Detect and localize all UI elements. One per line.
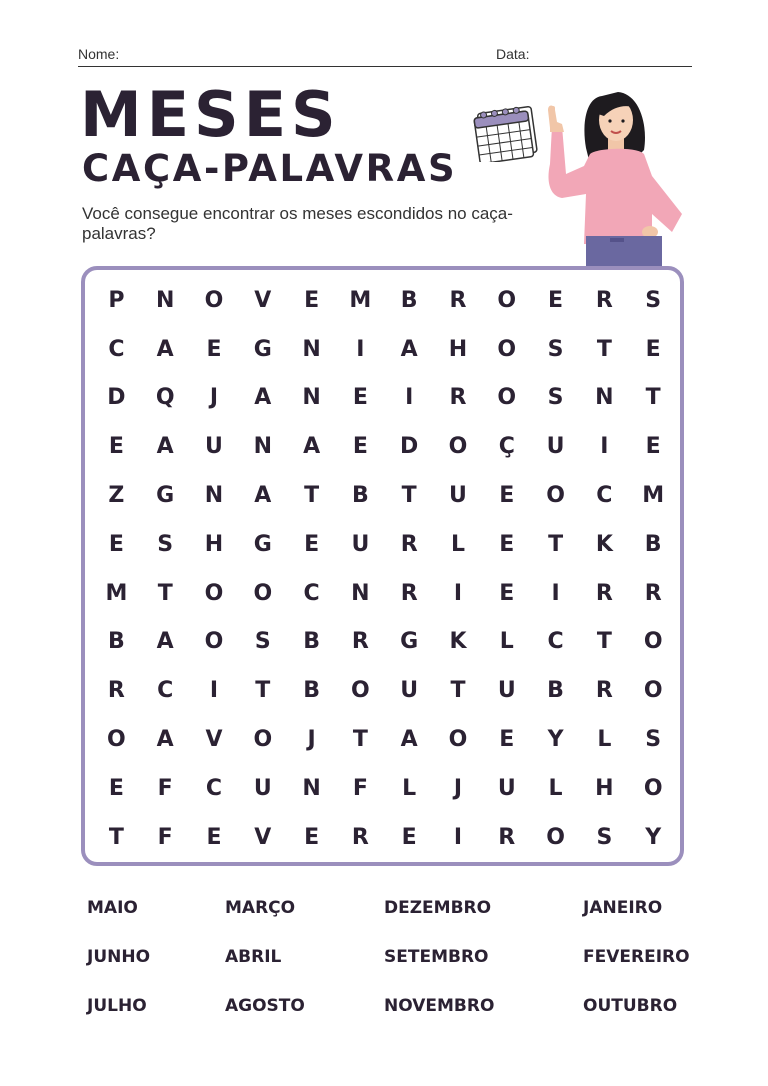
grid-letter[interactable]: E	[304, 287, 320, 313]
grid-letter[interactable]: Y	[645, 824, 662, 850]
grid-letter[interactable]: B	[303, 629, 320, 655]
grid-letter[interactable]: S	[157, 531, 174, 557]
grid-letter[interactable]: M	[349, 287, 372, 313]
grid-letter[interactable]: S	[547, 336, 564, 362]
word-search-grid	[92, 276, 678, 862]
grid-letter[interactable]: R	[644, 580, 662, 606]
grid-letter[interactable]: O	[497, 287, 517, 313]
word-list	[0, 898, 768, 1048]
word-list-item: ABRIL	[225, 947, 282, 967]
grid-letter[interactable]: B	[351, 483, 369, 509]
grid-letter[interactable]: V	[254, 824, 272, 850]
woman-illustration	[540, 86, 690, 266]
grid-letter[interactable]: C	[108, 336, 125, 362]
word-list-item: FEVEREIRO	[583, 947, 690, 967]
grid-letter[interactable]: J	[453, 775, 463, 801]
grid-letter[interactable]: L	[402, 775, 417, 801]
word-list-item: JANEIRO	[583, 898, 663, 918]
grid-letter[interactable]: O	[204, 629, 224, 655]
grid-letter[interactable]: E	[401, 824, 417, 850]
grid-letter[interactable]: G	[253, 336, 272, 362]
grid-letter[interactable]: L	[548, 775, 563, 801]
grid-letter[interactable]: A	[254, 385, 272, 411]
grid-letter[interactable]: T	[352, 727, 368, 753]
grid-letter[interactable]: T	[401, 483, 417, 509]
grid-letter[interactable]: R	[595, 287, 613, 313]
grid-letter[interactable]: B	[644, 531, 662, 557]
grid-letter[interactable]: R	[498, 824, 516, 850]
grid-letter[interactable]: T	[304, 483, 320, 509]
grid-letter[interactable]: H	[595, 775, 614, 801]
grid-letter[interactable]: C	[205, 775, 223, 801]
grid-letter[interactable]: A	[156, 727, 174, 753]
grid-letter[interactable]: U	[253, 775, 272, 801]
grid-letter[interactable]: O	[107, 727, 126, 753]
word-list-item: AGOSTO	[225, 996, 305, 1016]
grid-letter[interactable]: U	[497, 678, 516, 704]
grid-letter[interactable]: N	[204, 483, 224, 509]
grid-letter[interactable]: N	[595, 385, 614, 411]
grid-letter[interactable]: J	[307, 727, 316, 753]
word-list-item: JULHO	[87, 996, 147, 1016]
grid-letter[interactable]: O	[448, 434, 468, 460]
grid-letter[interactable]: G	[400, 629, 419, 655]
word-list-item: MAIO	[87, 898, 138, 918]
grid-letter[interactable]: C	[157, 678, 174, 704]
page-subtitle-title: CAÇA-PALAVRAS	[82, 147, 458, 190]
grid-letter[interactable]: I	[209, 678, 219, 704]
grid-letter[interactable]: E	[499, 727, 515, 753]
grid-letter[interactable]: A	[303, 434, 321, 460]
grid-letter[interactable]: G	[253, 531, 272, 557]
grid-letter[interactable]: K	[449, 629, 467, 655]
grid-letter[interactable]: L	[499, 629, 514, 655]
grid-letter[interactable]: I	[600, 434, 609, 460]
grid-letter[interactable]: E	[304, 824, 320, 850]
grid-letter[interactable]: O	[546, 483, 565, 509]
grid-letter[interactable]: Z	[108, 483, 125, 509]
grid-letter[interactable]: U	[351, 531, 370, 557]
grid-letter[interactable]: R	[400, 580, 418, 606]
grid-letter[interactable]: T	[645, 385, 661, 411]
grid-letter[interactable]: S	[547, 385, 564, 411]
word-list-item: NOVEMBRO	[384, 996, 495, 1016]
grid-letter[interactable]: C	[547, 629, 564, 655]
grid-letter[interactable]: F	[157, 824, 173, 850]
grid-letter[interactable]: I	[405, 385, 414, 411]
grid-letter[interactable]: A	[156, 434, 174, 460]
grid-letter[interactable]: G	[156, 483, 175, 509]
grid-letter[interactable]: O	[253, 727, 273, 753]
grid-letter[interactable]: E	[352, 434, 368, 460]
grid-letter[interactable]: M	[642, 483, 665, 509]
grid-letter[interactable]: E	[108, 434, 124, 460]
grid-letter[interactable]: F	[352, 775, 368, 801]
grid-letter[interactable]: V	[254, 287, 272, 313]
grid-letter[interactable]: K	[595, 531, 613, 557]
grid-letter[interactable]: L	[450, 531, 465, 557]
grid-letter[interactable]: M	[105, 580, 128, 606]
grid-letter[interactable]: L	[597, 727, 612, 753]
grid-letter[interactable]: R	[351, 629, 369, 655]
grid-letter[interactable]: D	[107, 385, 126, 411]
grid-letter[interactable]: N	[351, 580, 370, 606]
grid-letter[interactable]: R	[107, 678, 125, 704]
grid-letter[interactable]: U	[497, 775, 516, 801]
grid-letter[interactable]: O	[643, 678, 663, 704]
grid-letter[interactable]: R	[449, 385, 467, 411]
grid-letter[interactable]: R	[400, 531, 418, 557]
instructions-text: Você consegue encontrar os meses escondidos no caça-palavras?	[82, 204, 513, 243]
page-title: MESES	[80, 78, 341, 151]
grid-letter[interactable]: E	[206, 336, 222, 362]
grid-letter[interactable]: J	[209, 385, 219, 411]
grid-letter[interactable]: T	[596, 336, 612, 362]
grid-letter[interactable]: I	[453, 580, 463, 606]
grid-letter[interactable]: U	[546, 434, 565, 460]
grid-letter[interactable]: N	[253, 434, 272, 460]
word-list-item: JUNHO	[87, 947, 151, 967]
grid-letter[interactable]: Q	[155, 385, 175, 411]
grid-letter[interactable]: O	[497, 336, 517, 362]
grid-letter[interactable]: R	[449, 287, 467, 313]
calendar-icon	[470, 100, 542, 162]
grid-letter[interactable]: R	[595, 580, 613, 606]
grid-letter[interactable]: E	[645, 336, 661, 362]
grid-letter[interactable]: U	[400, 678, 419, 704]
grid-letter[interactable]: E	[499, 531, 515, 557]
grid-letter[interactable]: S	[596, 824, 613, 850]
grid-letter[interactable]: S	[254, 629, 271, 655]
grid-letter[interactable]: Ç	[498, 434, 515, 460]
word-list-item: OUTUBRO	[583, 996, 678, 1016]
grid-letter[interactable]: V	[205, 727, 223, 753]
grid-letter[interactable]: R	[351, 824, 369, 850]
grid-letter[interactable]: S	[645, 727, 662, 753]
grid-letter[interactable]: R	[595, 678, 613, 704]
grid-letter[interactable]: B	[108, 629, 125, 655]
grid-letter[interactable]: E	[108, 775, 124, 801]
header-line	[78, 66, 692, 67]
grid-letter[interactable]: A	[156, 629, 174, 655]
grid-letter[interactable]: O	[204, 580, 224, 606]
grid-letter[interactable]: E	[645, 434, 661, 460]
grid-letter[interactable]: A	[400, 727, 418, 753]
date-label: Data:	[496, 46, 530, 62]
grid-letter[interactable]: I	[453, 824, 463, 850]
grid-letter[interactable]: H	[448, 336, 468, 362]
grid-letter[interactable]: E	[108, 531, 124, 557]
grid-letter[interactable]: T	[596, 629, 612, 655]
grid-letter[interactable]: C	[303, 580, 320, 606]
grid-letter[interactable]: U	[205, 434, 223, 460]
grid-letter[interactable]: E	[548, 287, 564, 313]
grid-letter[interactable]: B	[547, 678, 564, 704]
grid-letter[interactable]: E	[304, 531, 320, 557]
grid-letter[interactable]: N	[155, 287, 175, 313]
grid-letter[interactable]: T	[450, 678, 466, 704]
grid-letter[interactable]: Y	[547, 727, 564, 753]
grid-letter[interactable]: U	[449, 483, 467, 509]
grid-letter[interactable]: B	[303, 678, 320, 704]
grid-letter[interactable]: I	[551, 580, 560, 606]
grid-letter[interactable]: I	[356, 336, 365, 362]
grid-letter[interactable]: P	[108, 287, 125, 313]
grid-letter[interactable]: T	[548, 531, 564, 557]
grid-letter[interactable]: O	[546, 824, 565, 850]
grid-letter[interactable]: A	[254, 483, 272, 509]
grid-letter[interactable]: O	[351, 678, 370, 704]
grid-letter[interactable]: T	[255, 678, 271, 704]
grid-letter[interactable]: N	[302, 385, 321, 411]
grid-letter[interactable]: B	[400, 287, 418, 313]
grid-letter[interactable]: A	[400, 336, 418, 362]
grid-letter[interactable]: H	[204, 531, 224, 557]
grid-letter[interactable]: F	[157, 775, 173, 801]
name-label: Nome:	[78, 46, 120, 62]
word-list-item: MARÇO	[225, 898, 296, 918]
grid-letter[interactable]: O	[448, 727, 468, 753]
grid-letter[interactable]: E	[352, 385, 368, 411]
grid-letter[interactable]: O	[204, 287, 224, 313]
grid-letter[interactable]: T	[108, 824, 124, 850]
word-list-item: DEZEMBRO	[384, 898, 492, 918]
grid-letter[interactable]: E	[499, 483, 515, 509]
word-list-item: SETEMBRO	[384, 947, 489, 967]
grid-letter[interactable]: E	[206, 824, 222, 850]
grid-letter[interactable]: O	[497, 385, 517, 411]
grid-letter[interactable]: N	[302, 336, 321, 362]
grid-letter[interactable]: A	[156, 336, 174, 362]
grid-letter[interactable]: S	[645, 287, 662, 313]
grid-letter[interactable]: T	[157, 580, 173, 606]
grid-letter[interactable]: O	[643, 775, 663, 801]
grid-letter[interactable]: O	[643, 629, 663, 655]
grid-letter[interactable]: D	[400, 434, 419, 460]
grid-letter[interactable]: O	[253, 580, 273, 606]
grid-letter[interactable]: C	[596, 483, 613, 509]
grid-letter[interactable]: N	[302, 775, 321, 801]
grid-letter[interactable]: E	[499, 580, 515, 606]
